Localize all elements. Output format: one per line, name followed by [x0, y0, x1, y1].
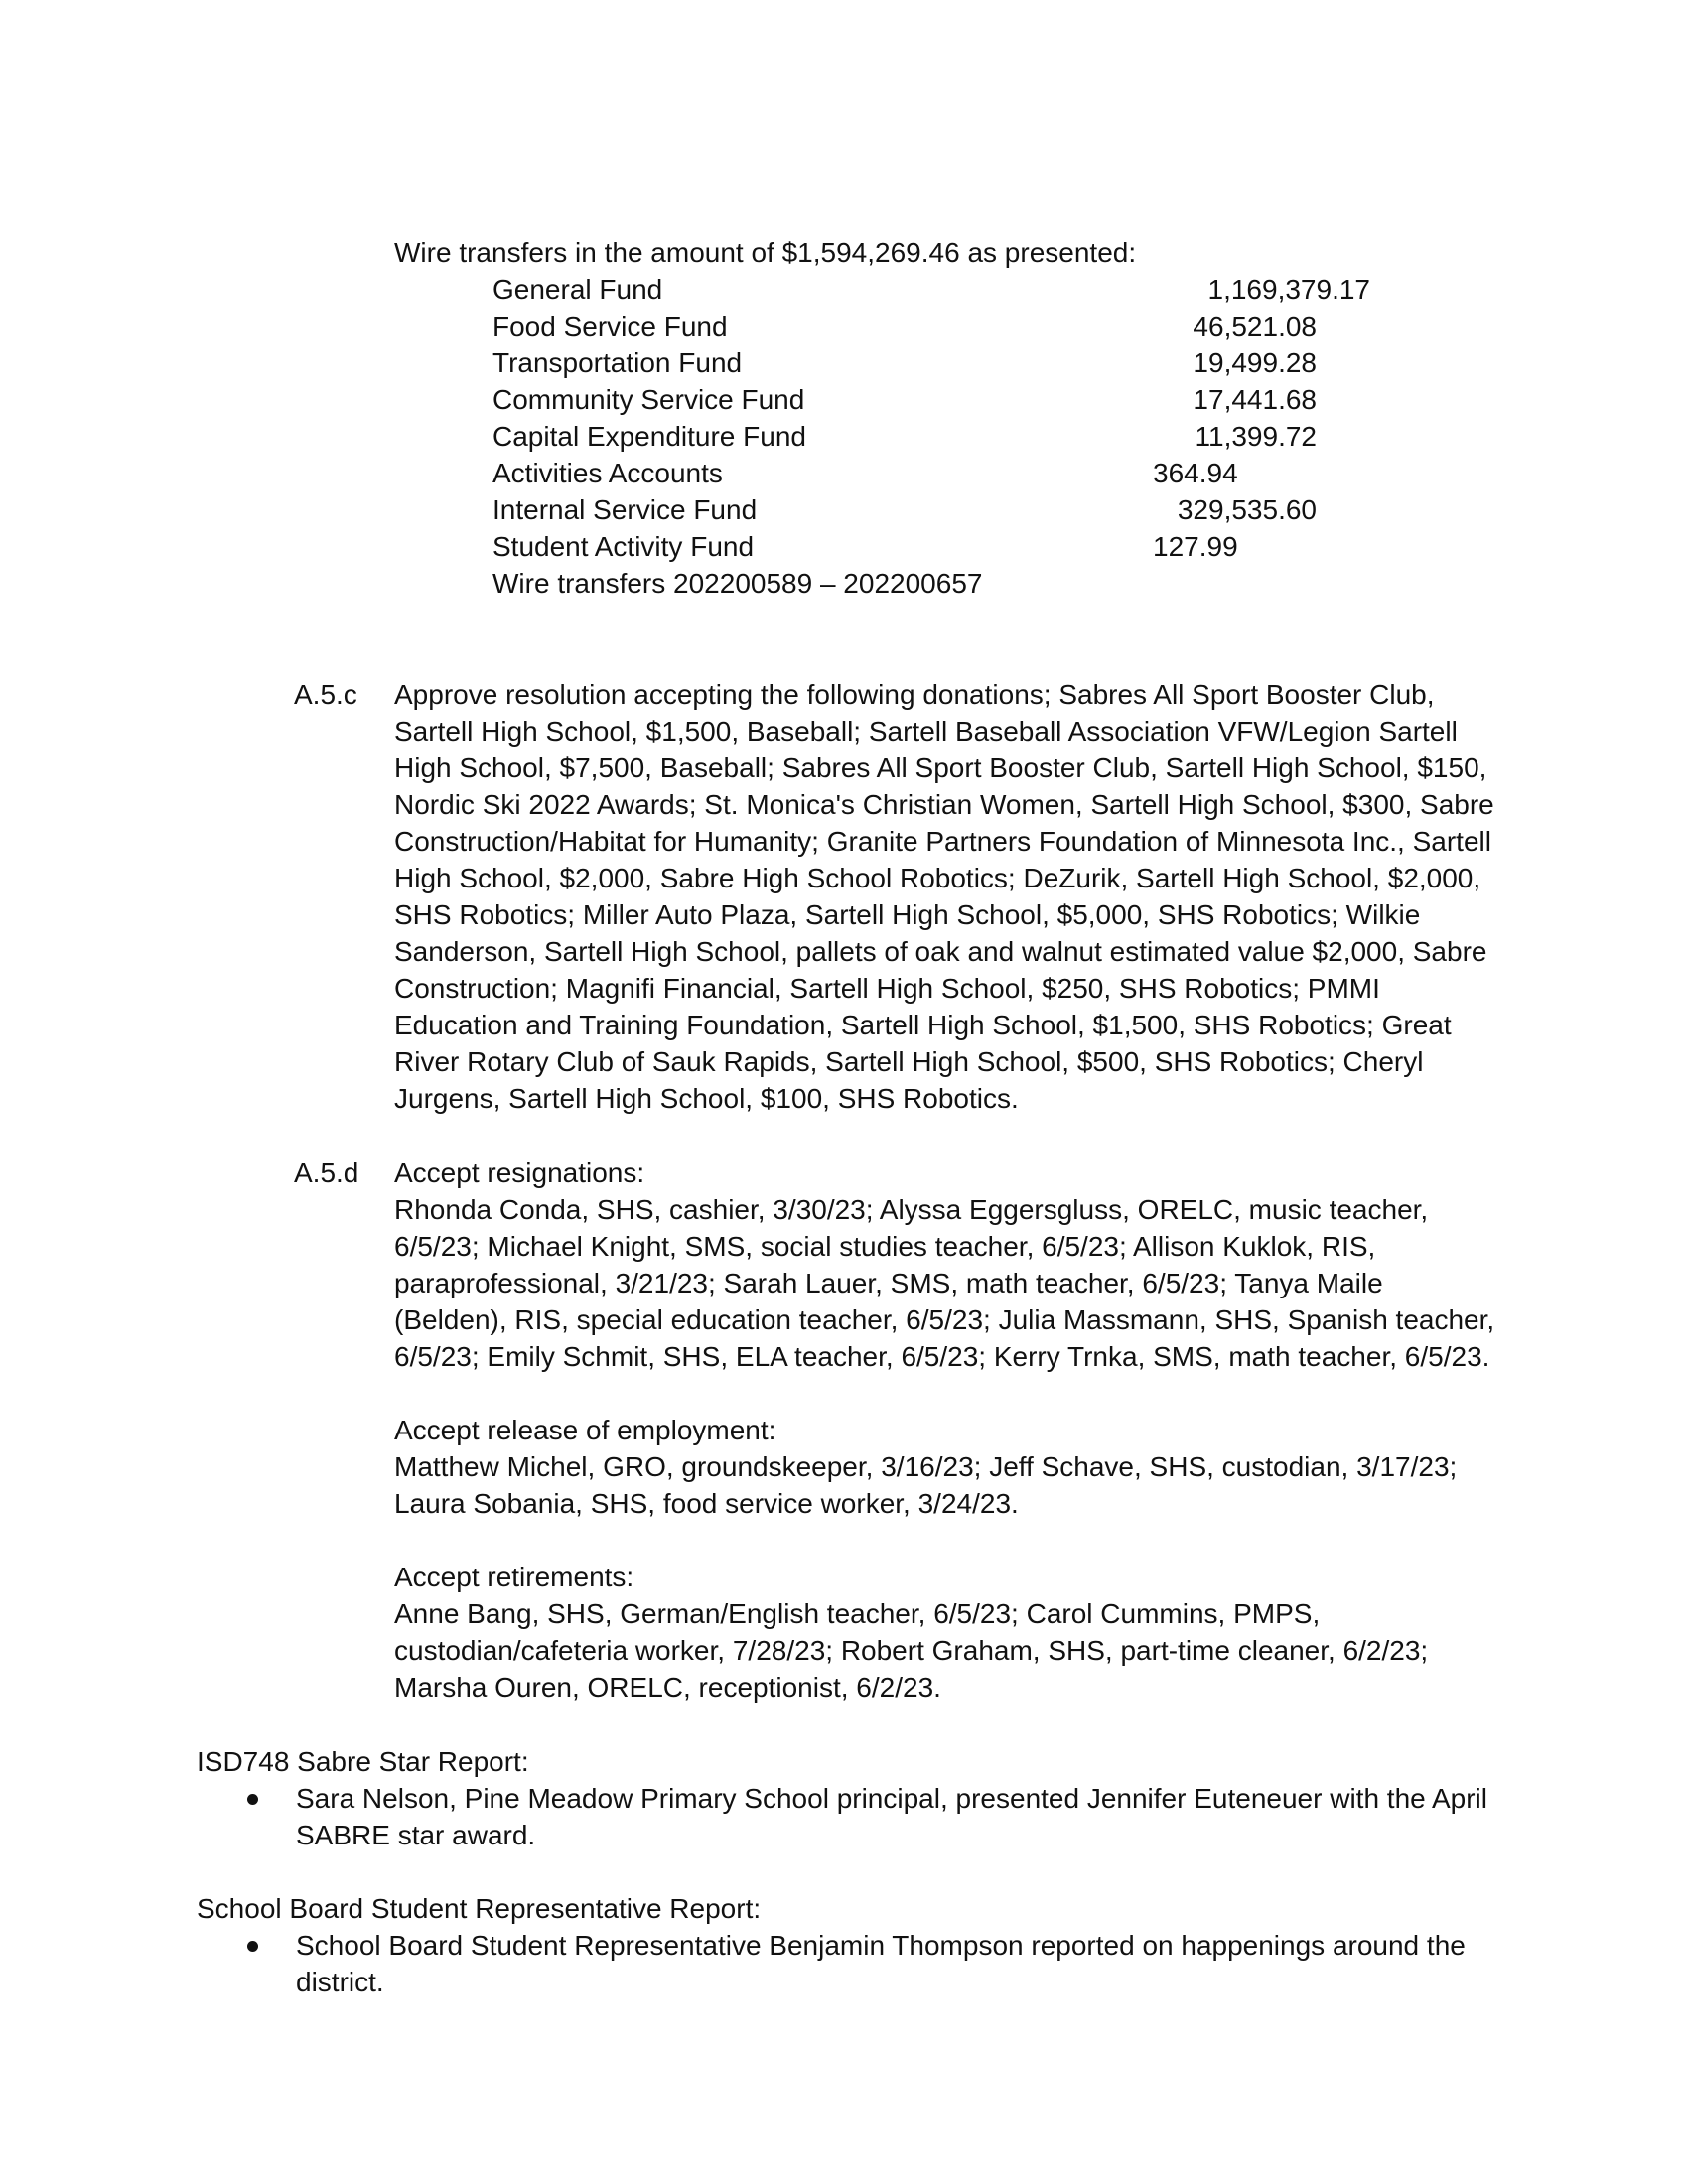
fund-name: Internal Service Fund [492, 494, 758, 525]
release-heading: Accept release of employment: [394, 1415, 776, 1445]
fund-amount: 17,441.68 [1193, 384, 1317, 415]
retirements-heading: Accept retirements: [394, 1562, 634, 1592]
student-rep-heading: School Board Student Representative Report: [197, 1893, 762, 1924]
student-rep-bullet-text: School Board Student Representative Benjamin Thompson reported on happenings around the district. [296, 1930, 1466, 1997]
fund-name: Activities Accounts [492, 458, 723, 488]
fund-amount: 19,499.28 [1193, 347, 1317, 378]
fund-amount: 46,521.08 [1193, 311, 1317, 341]
bullet-icon [247, 1794, 258, 1805]
fund-name: Community Service Fund [492, 384, 805, 415]
donations-paragraph: Approve resolution accepting the following donations; Sabres All Sport Booster Club, Sartell High School, $1,500, Baseball; Sartell Baseball Association VFW/Legion Sartell High School, $7,500, Baseball; Sabres All Sport Booster Club, Sartell High School, $150, Nordic Ski 2022 Awards; St. Monica's Christian Women, Sartell High School, $300, Sabre Construction/Habitat for Humanity; Granite Partners Foundation of Minnesota Inc., Sartell High School, $2,000, Sabre High School Robotics; DeZurik, Sartell High School, $2,000, SHS Robotics; Miller Auto Plaza, Sartell High School, $5,000, SHS Robotics; Wilkie Sanderson, Sartell High School, pallets of oak and walnut estimated value $2,000, Sabre Construction; Magnifi Financial, Sartell High School, $250, SHS Robotics; PMMI Education and Training Foundation, Sartell High School, $1,500, SHS Robotics; Great River Rotary Club of Sauk Rapids, Sartell High School, $500, SHS Robotics; Cheryl Jurgens, Sartell High School, $100, SHS Robotics. [394, 679, 1494, 1114]
fund-name: Capital Expenditure Fund [492, 421, 806, 452]
fund-amount: 364.94 [1153, 458, 1238, 488]
release-paragraph: Matthew Michel, GRO, groundskeeper, 3/16/23; Jeff Schave, SHS, custodian, 3/17/23; Laura Sobania, SHS, food service worker, 3/24/23. [394, 1451, 1458, 1519]
fund-name: Student Activity Fund [492, 531, 755, 562]
sabre-star-heading: ISD748 Sabre Star Report: [197, 1746, 529, 1777]
fund-amount: 1,169,379.17 [1207, 274, 1370, 305]
wire-intro: Wire transfers in the amount of $1,594,269.46 as presented: [394, 237, 1137, 268]
item-label-a5c: A.5.c [294, 679, 357, 710]
fund-name: General Fund [492, 274, 663, 305]
resignations-paragraph: Rhonda Conda, SHS, cashier, 3/30/23; Alyssa Eggersgluss, ORELC, music teacher, 6/5/23; Michael Knight, SMS, social studies teacher, 6/5/23; Allison Kuklok, RIS, paraprofessional, 3/21/23; Sarah Lauer, SMS, math teacher, 6/5/23; Tanya Maile (Belden), RIS, special education teacher, 6/5/23; Julia Massmann, SHS, Spanish teacher, 6/5/23; Emily Schmit, SHS, ELA teacher, 6/5/23; Kerry Trnka, SMS, math teacher, 6/5/23. [394, 1194, 1495, 1372]
resignations-heading: Accept resignations: [394, 1158, 645, 1188]
bullet-icon [247, 1941, 258, 1952]
fund-name: Transportation Fund [492, 347, 743, 378]
wire-transfer-range: Wire transfers 202200589 – 202200657 [492, 568, 983, 599]
item-label-a5d: A.5.d [294, 1158, 359, 1188]
sabre-star-bullet-text: Sara Nelson, Pine Meadow Primary School principal, presented Jennifer Euteneuer with the April SABRE star award. [296, 1783, 1487, 1850]
fund-name: Food Service Fund [492, 311, 728, 341]
fund-amount: 127.99 [1153, 531, 1238, 562]
retirements-paragraph: Anne Bang, SHS, German/English teacher, 6/5/23; Carol Cummins, PMPS, custodian/cafeteria worker, 7/28/23; Robert Graham, SHS, part-time cleaner, 6/2/23; Marsha Ouren, ORELC, receptionist, 6/2/23. [394, 1598, 1429, 1703]
fund-amount: 11,399.72 [1195, 421, 1317, 452]
fund-amount: 329,535.60 [1177, 494, 1317, 525]
